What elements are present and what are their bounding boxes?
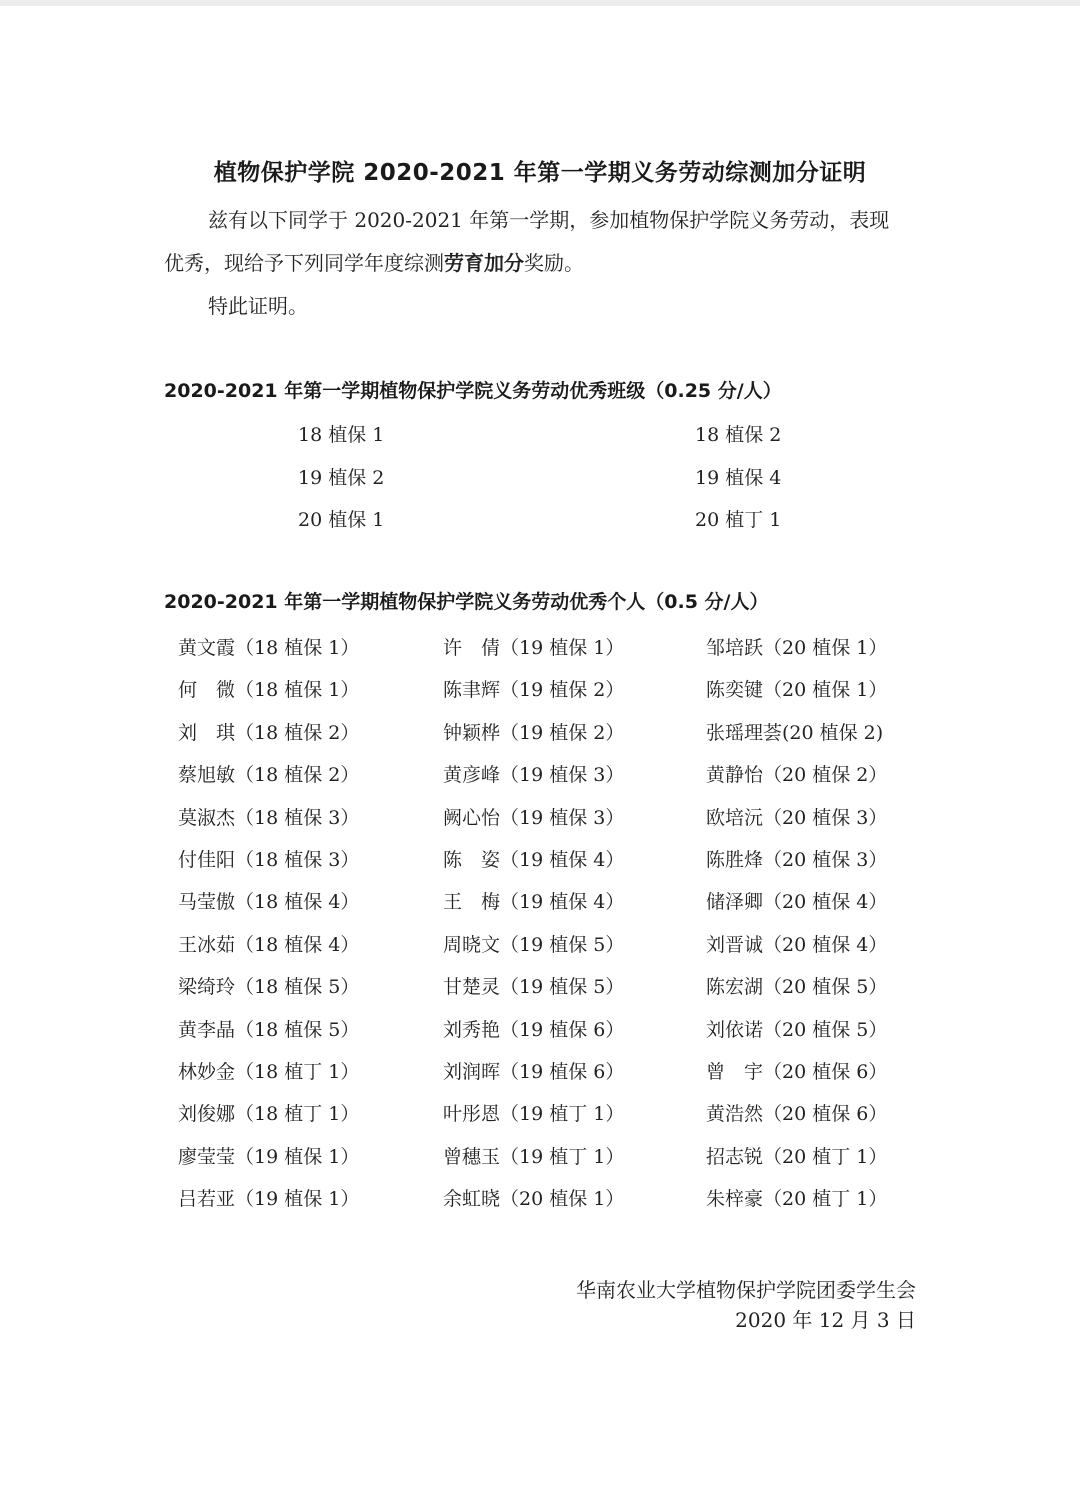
individual-entry: 叶彤恩（19 植丁 1）	[443, 1103, 625, 1126]
class-item: 18 植保 2	[695, 424, 782, 446]
intro-line-1: 兹有以下同学于 2020-2021 年第一学期，参加植物保护学院义务劳动，表现	[208, 208, 890, 232]
individual-entry: 吕若亚（19 植保 1）	[178, 1188, 360, 1211]
individual-entry: 甘楚灵（19 植保 5）	[443, 976, 625, 999]
signature-org: 华南农业大学植物保护学院团委学生会	[576, 1278, 916, 1302]
individual-entry: 何 微（18 植保 1）	[178, 679, 360, 702]
intro-text-after: 奖励。	[524, 251, 584, 275]
intro-bold-text: 劳育加分	[444, 251, 524, 275]
individual-entry: 莫淑杰（18 植保 3）	[178, 806, 360, 829]
individual-entry: 陈胜烽（20 植保 3）	[706, 849, 888, 871]
class-item: 20 植保 1	[298, 509, 385, 531]
individual-entry: 曾 宇（20 植保 6）	[706, 1061, 888, 1083]
individual-entry: 陈奕键（20 植保 1）	[706, 679, 888, 702]
individual-entry: 林妙金（18 植丁 1）	[178, 1061, 360, 1083]
individual-entry: 陈聿辉（19 植保 2）	[443, 679, 625, 702]
class-item: 18 植保 1	[298, 424, 385, 446]
class-item: 19 植保 2	[298, 467, 385, 489]
individual-entry: 王冰茹（18 植保 4）	[178, 933, 360, 956]
individual-entry: 刘依诺（20 植保 5）	[706, 1018, 888, 1041]
individual-entry: 曾穗玉（19 植丁 1）	[443, 1145, 625, 1168]
individual-entry: 阙心怡（19 植保 3）	[443, 806, 625, 829]
individual-entry: 陈 姿（19 植保 4）	[443, 849, 625, 871]
individual-entry: 刘晋诚（20 植保 4）	[706, 933, 888, 956]
individual-entry: 刘 琪（18 植保 2）	[178, 721, 360, 744]
individual-entry: 刘润晖（19 植保 6）	[443, 1061, 625, 1083]
individual-entry: 梁绮玲（18 植保 5）	[178, 976, 360, 999]
individual-entry: 蔡旭敏（18 植保 2）	[178, 764, 360, 787]
individual-entry: 廖莹莹（19 植保 1）	[178, 1145, 360, 1168]
signature-date: 2020 年 12 月 3 日	[735, 1308, 916, 1332]
intro-line-2	[164, 242, 584, 285]
individual-entry: 陈宏湖（20 植保 5）	[706, 976, 888, 999]
individual-entry: 邹培跃（20 植保 1）	[706, 637, 888, 659]
individual-entry: 朱梓豪（20 植丁 1）	[706, 1188, 888, 1211]
document-page	[0, 6, 1080, 1509]
individual-entry: 王 梅（19 植保 4）	[443, 891, 625, 914]
individual-entry: 黄静怡（20 植保 2）	[706, 764, 888, 787]
individual-entry: 招志锐（20 植丁 1）	[706, 1145, 888, 1168]
individual-entry: 余虹晓（20 植保 1）	[443, 1188, 625, 1211]
individual-entry: 黄彦峰（19 植保 3）	[443, 764, 625, 787]
individual-entry: 储泽卿（20 植保 4）	[706, 891, 888, 914]
individual-entry: 黄浩然（20 植保 6）	[706, 1103, 888, 1126]
individual-entry: 许 倩（19 植保 1）	[443, 637, 625, 659]
class-item: 19 植保 4	[695, 467, 782, 489]
individual-entry: 周晓文（19 植保 5）	[443, 933, 625, 956]
individual-entry: 刘秀艳（19 植保 6）	[443, 1018, 625, 1041]
intro-text-before: 优秀，现给予下列同学年度综测	[164, 251, 444, 275]
individual-entry: 钟颖桦（19 植保 2）	[443, 721, 625, 744]
individual-entry: 黄李晶（18 植保 5）	[178, 1018, 360, 1041]
individual-entry: 张瑶理荟(20 植保 2)	[706, 721, 884, 744]
individual-entry: 刘俊娜（18 植丁 1）	[178, 1103, 360, 1126]
individual-entry: 黄文霞（18 植保 1）	[178, 637, 360, 659]
closing-line: 特此证明。	[208, 294, 308, 318]
document-title: 植物保护学院 2020-2021 年第一学期义务劳动综测加分证明	[213, 160, 867, 186]
individual-entry: 欧培沅（20 植保 3）	[706, 806, 888, 829]
classes-heading: 2020-2021 年第一学期植物保护学院义务劳动优秀班级（0.25 分/人）	[164, 380, 782, 402]
individuals-heading: 2020-2021 年第一学期植物保护学院义务劳动优秀个人（0.5 分/人）	[164, 591, 769, 613]
individual-entry: 付佳阳（18 植保 3）	[178, 849, 360, 871]
individual-entry: 马莹傲（18 植保 4）	[178, 891, 360, 914]
class-item: 20 植丁 1	[695, 509, 782, 531]
